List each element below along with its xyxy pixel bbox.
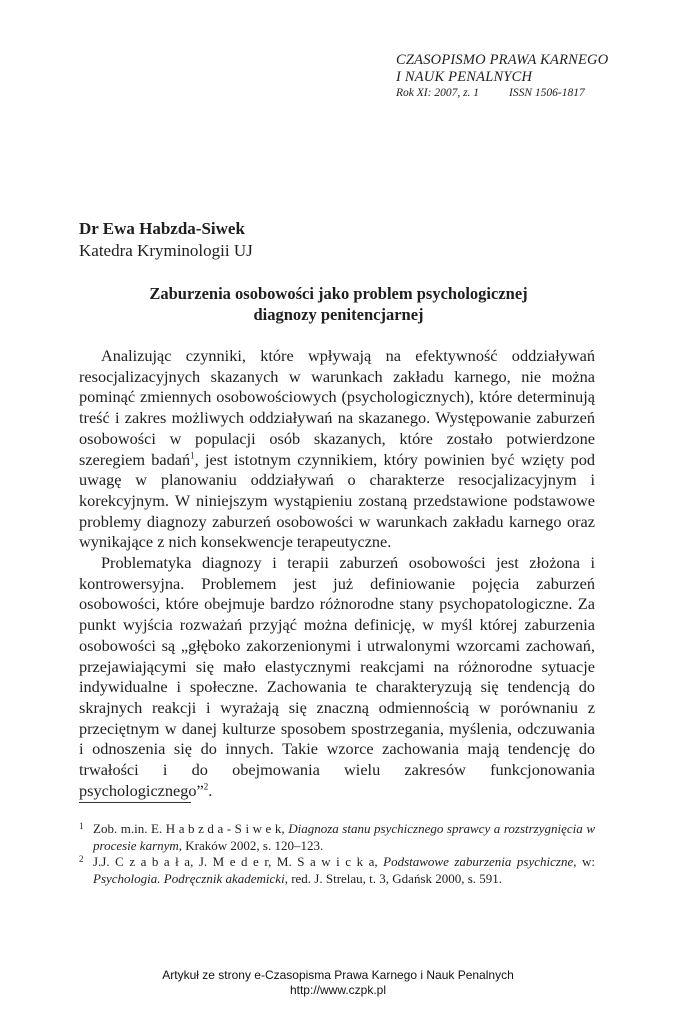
article-title	[79, 283, 598, 325]
paragraph-text: Problematyka diagnozy i terapii zaburzeń osobowości jest złożona i kontrowersyjna. Problemem jest już definiowanie pojęcia zaburzeń osobowości, które obejmuje bardzo różnorodne stany psychopatologiczne. Za punkt wyjścia rozważań przyjąć można definicję, w myśl której zaburzenia osobowości są „głęboko zakorzenionymi i utrwalonymi wzorcami zachowań, przejawiającymi się mało elastycznymi reakcjami na różnorodne sytuacje indywidualne i społeczne. Zachowania te charakteryzują się tendencją do skrajnych reakcji i wyrażają się znaczną odmiennością w porównaniu z przeciętnym w danej kulturze sposobem spostrzegania, myślenia, odczuwania i odnoszenia się do innych. Takie wzorce zachowania mają tendencję do trwałości i do obejmowania wielu zakresów funkcjonowania psychologicznego”	[79, 553, 595, 800]
footnote-text: , red. J. Strelau, t. 3, Gdańsk 2000, s. 591.	[284, 870, 503, 886]
footnote-number: 1	[79, 821, 84, 831]
footnote-work-title: Psychologia. Podręcznik akademicki	[93, 870, 285, 886]
footnote-work-title: Diagnoza stanu psychicznego sprawcy a rozstrzygnięcia w procesie karnym	[93, 821, 596, 853]
author-block	[79, 218, 253, 262]
paragraph-text: , jest istotnym czynnikiem, który powinien być wzięty pod uwagę w planowaniu oddziaływań o charakterze resocjalizacyjnym i korekcyjnym. W niniejszym wystąpieniu zostaną przedstawione podstawowe problemy diagnozy zaburzeń osobowości w warunkach zakładu karnego oraz wynikające z nich konsekwencje terapeutyczne.	[79, 449, 596, 552]
footnote-number: 2	[79, 854, 84, 864]
footnote	[79, 821, 595, 854]
footnote-text: Zob. m.in. E. H a b z d a - S i w e k,	[93, 821, 289, 836]
article-body	[79, 346, 595, 801]
journal-issue-meta	[396, 86, 606, 101]
footnote-text: , Kraków 2002, s. 120–123.	[178, 837, 324, 853]
footnote-separator	[79, 802, 191, 803]
paragraph-text: Analizując czynniki, które wpływają na efektywność oddziaływań resocjalizacyjnych skazanych w warunkach zakładu karnego, nie można pominąć zmiennych osobowościowych (psychologicznych), które determinują treść i zakres możliwych oddziaływań na skazanego. Występowanie zaburzeń osobowości w populacji osób skazanych, które zostało potwierdzone szeregiem badań	[79, 346, 595, 469]
footnote-ref-2: 2	[203, 781, 209, 792]
article-title-line-2: diagnozy penitencjarnej	[253, 305, 424, 324]
footnote	[79, 854, 595, 887]
journal-title-line-1: CZASOPISMO PRAWA KARNEGO	[396, 52, 609, 68]
author-affiliation: Katedra Kryminologii UJ	[79, 241, 253, 260]
page-footer	[0, 968, 676, 998]
footnote-ref-1: 1	[190, 450, 195, 461]
journal-issn: ISSN 1506-1817	[509, 87, 585, 99]
journal-header	[396, 52, 609, 101]
footnote-work-title: Podstawowe zaburzenia psychiczne	[383, 854, 574, 869]
footnote-text: J.J. C z a b a ł a, J. M e d e r, M. S a w i c k a,	[93, 854, 384, 869]
footer-url: http://www.czpk.pl	[289, 983, 387, 997]
journal-title-line-2: I NAUK PENALNYCH	[396, 69, 533, 85]
body-paragraph	[79, 346, 595, 553]
author-name: Dr Ewa Habzda-Siwek	[79, 219, 245, 238]
footer-source-line: Artykuł ze strony e-Czasopisma Prawa Karnego i Nauk Penalnych	[162, 968, 514, 982]
article-title-line-1: Zaburzenia osobowości jako problem psychologicznej	[149, 284, 528, 303]
paragraph-text: .	[208, 780, 213, 800]
footnotes	[79, 821, 595, 887]
journal-volume: Rok XI: 2007, z. 1	[396, 87, 480, 99]
footnote-text: , w:	[573, 854, 596, 869]
body-paragraph	[79, 553, 595, 801]
